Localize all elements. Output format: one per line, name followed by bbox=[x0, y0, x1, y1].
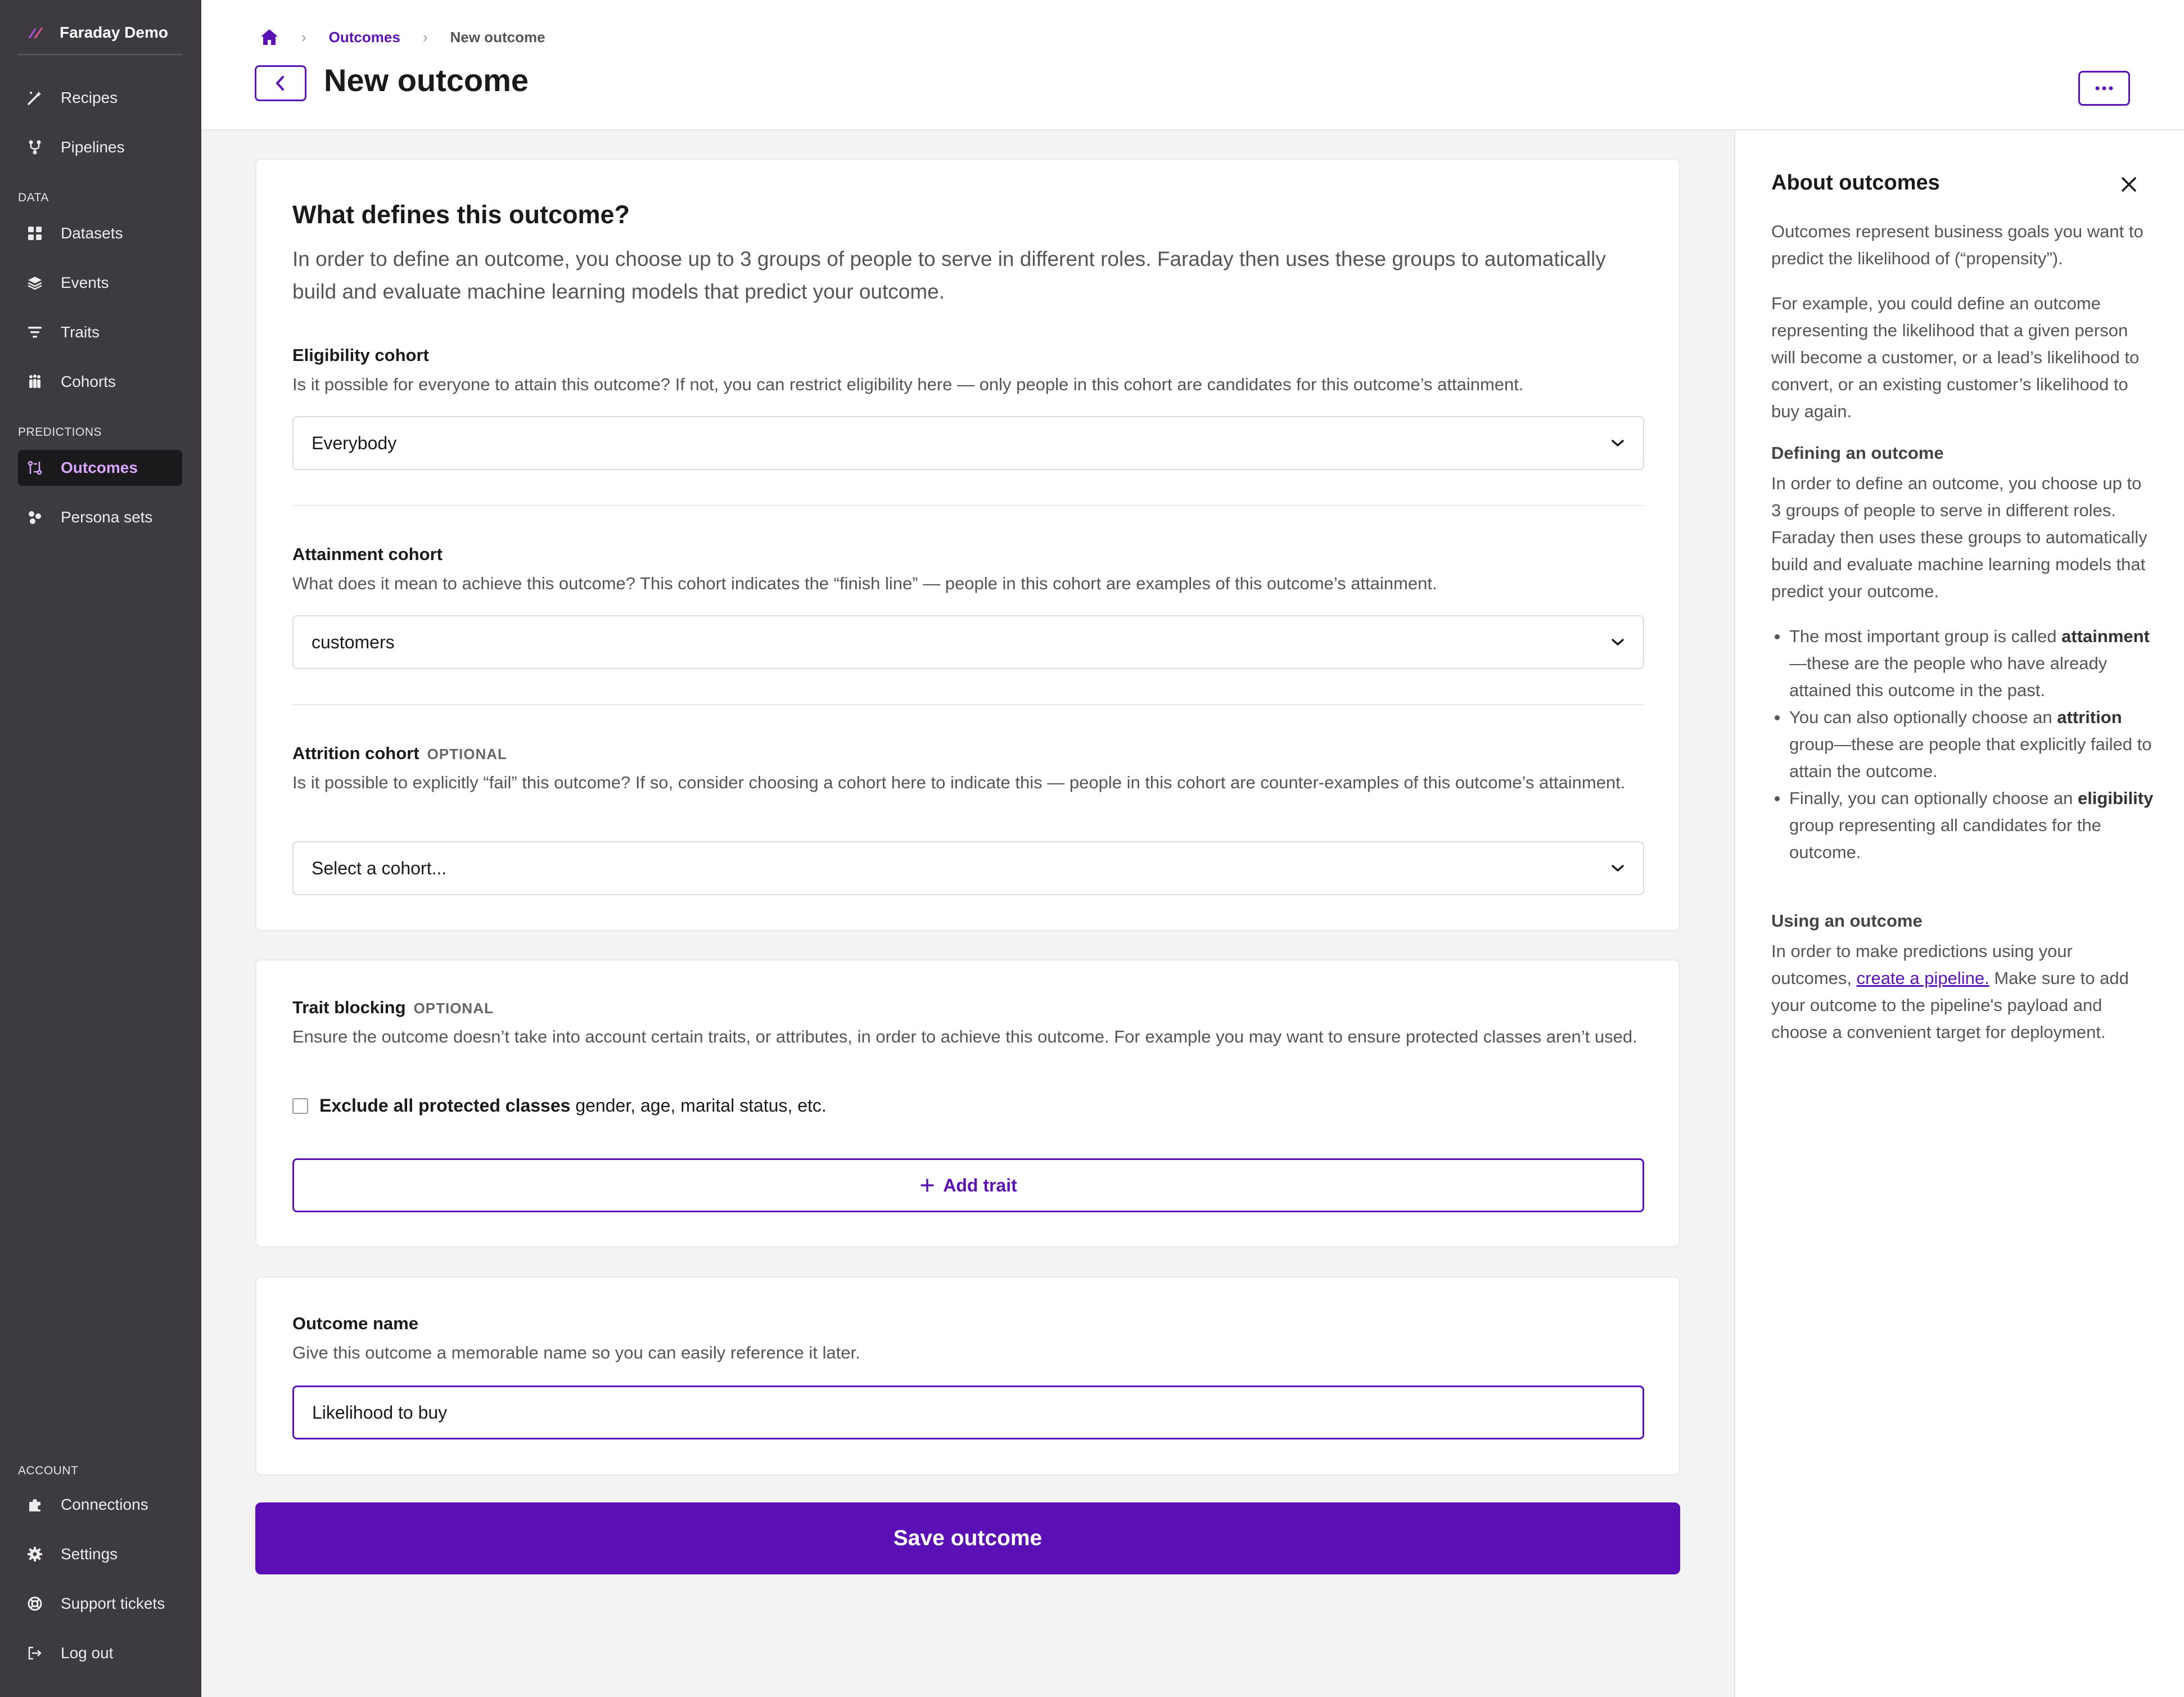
bullet-bold: eligibility bbox=[2077, 788, 2154, 808]
sidebar-item-label: Traits bbox=[61, 323, 100, 341]
grid-icon bbox=[26, 224, 44, 242]
sidebar-item-support-tickets[interactable] bbox=[18, 1586, 182, 1622]
divider bbox=[292, 704, 1644, 705]
more-options-button[interactable] bbox=[2078, 71, 2130, 106]
pipeline-icon bbox=[26, 138, 44, 156]
bullet-bold: attrition bbox=[2057, 707, 2122, 727]
panel-text: Make sure to add your outcome to the pipeline's payload and choose a convenient target for deployment. bbox=[1771, 968, 2129, 1042]
sidebar-item-connections[interactable] bbox=[18, 1487, 182, 1523]
panel-title: About outcomes bbox=[1771, 171, 1940, 195]
trait-blocking-label bbox=[292, 998, 494, 1018]
attainment-select[interactable] bbox=[292, 615, 1644, 669]
sidebar bbox=[0, 0, 201, 1697]
plus-icon bbox=[919, 1177, 935, 1193]
faraday-logo-icon bbox=[25, 21, 47, 44]
outcome-name-input[interactable]: Likelihood to buy bbox=[292, 1385, 1644, 1439]
layers-icon bbox=[26, 274, 44, 292]
close-icon[interactable] bbox=[2118, 173, 2140, 196]
outcomes-icon bbox=[26, 459, 44, 477]
chevron-left-icon bbox=[274, 75, 287, 92]
list-item bbox=[1771, 785, 2154, 866]
gear-icon bbox=[26, 1545, 44, 1563]
sidebar-item-recipes[interactable] bbox=[18, 80, 182, 116]
list-item bbox=[1771, 623, 2154, 704]
divider bbox=[292, 505, 1644, 506]
panel-heading-using: Using an outcome bbox=[1771, 911, 1923, 931]
panel-paragraph: Outcomes represent business goals you want to predict the likelihood of (“propensity”). bbox=[1771, 222, 2144, 268]
sidebar-item-label: Persona sets bbox=[61, 508, 153, 526]
bullet-text: group—these are people that explicitly failed to attain the outcome. bbox=[1789, 734, 2152, 781]
save-outcome-button[interactable]: Save outcome bbox=[255, 1502, 1680, 1574]
bullet-text: The most important group is called bbox=[1789, 626, 2062, 646]
sidebar-item-label: Recipes bbox=[61, 89, 118, 106]
bullet-text: You can also optionally choose an bbox=[1789, 707, 2057, 727]
breadcrumb-separator: › bbox=[301, 28, 306, 46]
app-name: Faraday Demo bbox=[60, 24, 168, 41]
sidebar-item-pipelines[interactable] bbox=[18, 129, 182, 165]
sidebar-item-traits[interactable] bbox=[18, 314, 182, 350]
sidebar-item-events[interactable] bbox=[18, 265, 182, 301]
chevron-down-icon bbox=[1610, 638, 1625, 647]
page-title: New outcome bbox=[324, 62, 529, 98]
breadcrumb-separator: › bbox=[422, 28, 428, 46]
optional-tag: OPTIONAL bbox=[427, 746, 507, 762]
persona-icon bbox=[26, 508, 44, 526]
about-outcomes-panel bbox=[1734, 130, 2184, 1697]
lifebuoy-icon bbox=[26, 1595, 44, 1613]
attainment-help: What does it mean to achieve this outcome? This cohort indicates the “finish line” — people in this cohort are examples of this outcome’s attainment. bbox=[292, 574, 1437, 593]
attainment-label: Attainment cohort bbox=[292, 544, 443, 564]
trait-blocking-card bbox=[255, 959, 1680, 1247]
sidebar-item-label: Outcomes bbox=[61, 459, 138, 476]
outcome-name-help: Give this outcome a memorable name so you can easily reference it later. bbox=[292, 1343, 860, 1362]
section-account: ACCOUNT bbox=[18, 1464, 79, 1477]
sidebar-item-datasets[interactable] bbox=[18, 215, 182, 251]
magic-wand-icon bbox=[26, 89, 44, 107]
sidebar-item-label: Events bbox=[61, 274, 109, 291]
trait-blocking-help: Ensure the outcome doesn’t take into account certain traits, or attributes, in order to achieve this outcome. For example you may want to ensure protected classes aren’t used. bbox=[292, 1027, 1637, 1046]
create-pipeline-link[interactable]: create a pipeline. bbox=[1856, 968, 1989, 988]
define-outcome-card bbox=[255, 159, 1680, 931]
panel-bullet-list bbox=[1771, 623, 2154, 866]
sidebar-item-cohorts[interactable] bbox=[18, 364, 182, 400]
panel-paragraph bbox=[1771, 938, 2154, 1046]
panel-paragraph: In order to define an outcome, you choose up to 3 groups of people to serve in different roles. Faraday then uses these groups to automatically build and evaluate machine learning models that predict your outcome. bbox=[1771, 473, 2147, 601]
outcome-name-label: Outcome name bbox=[292, 1314, 418, 1333]
exclude-protected-checkbox-row[interactable] bbox=[292, 1095, 827, 1116]
attrition-label-text: Attrition cohort bbox=[292, 743, 419, 763]
exclude-protected-checkbox[interactable] bbox=[292, 1098, 308, 1114]
sidebar-item-label: Datasets bbox=[61, 224, 123, 242]
people-icon bbox=[26, 373, 44, 391]
sidebar-item-settings[interactable] bbox=[18, 1536, 182, 1572]
sidebar-item-log-out[interactable] bbox=[18, 1635, 182, 1671]
section-predictions: PREDICTIONS bbox=[18, 426, 102, 439]
checkbox-label: Exclude all protected classes bbox=[319, 1095, 571, 1116]
brand[interactable] bbox=[18, 11, 182, 55]
sidebar-item-label: Settings bbox=[61, 1545, 118, 1563]
attrition-select[interactable] bbox=[292, 841, 1644, 895]
section-data: DATA bbox=[18, 191, 49, 204]
home-icon[interactable] bbox=[260, 28, 279, 46]
breadcrumb bbox=[260, 26, 545, 48]
checkbox-detail: gender, age, marital status, etc. bbox=[575, 1095, 827, 1116]
chevron-down-icon bbox=[1610, 439, 1625, 448]
filter-icon bbox=[26, 323, 44, 341]
add-trait-button[interactable] bbox=[292, 1158, 1644, 1212]
panel-heading-defining: Defining an outcome bbox=[1771, 443, 1944, 463]
bullet-text: group representing all candidates for the outcome. bbox=[1789, 815, 2101, 862]
sidebar-item-label: Log out bbox=[61, 1644, 114, 1662]
list-item bbox=[1771, 704, 2154, 785]
attrition-help: Is it possible to explicitly “fail” this outcome? If so, consider choosing a cohort here to indicate this — people in this cohort are counter-examples of this outcome’s attainment. bbox=[292, 773, 1626, 792]
eligibility-value: Everybody bbox=[312, 432, 397, 453]
outcome-name-card bbox=[255, 1276, 1680, 1475]
page-header bbox=[201, 0, 2184, 130]
eligibility-label: Eligibility cohort bbox=[292, 345, 429, 365]
add-trait-label: Add trait bbox=[943, 1175, 1017, 1195]
panel-text: In order to make predictions using your outcomes, bbox=[1771, 941, 2073, 988]
optional-tag: OPTIONAL bbox=[413, 1000, 494, 1017]
sidebar-item-label: Support tickets bbox=[61, 1595, 165, 1612]
attrition-label bbox=[292, 743, 507, 764]
puzzle-icon bbox=[26, 1496, 44, 1514]
attrition-value: Select a cohort... bbox=[312, 857, 447, 878]
sidebar-item-label: Pipelines bbox=[61, 138, 125, 156]
back-button[interactable] bbox=[255, 65, 306, 101]
bullet-text: —these are the people who have already attained this outcome in the past. bbox=[1789, 653, 2108, 700]
panel-paragraph: For example, you could define an outcome representing the likelihood that a given person will become a customer, or a lead’s likelihood to convert, or an existing customer’s likelihood to buy again. bbox=[1771, 294, 2140, 421]
breadcrumb-current: New outcome bbox=[450, 28, 545, 46]
breadcrumb-outcomes[interactable]: Outcomes bbox=[328, 28, 400, 46]
chevron-down-icon bbox=[1610, 864, 1625, 873]
define-description: In order to define an outcome, you choose up to 3 groups of people to serve in different roles. Faraday then uses these groups to automatically build and evaluate machine learning models that predict your outcome. bbox=[292, 247, 1606, 303]
eligibility-select[interactable] bbox=[292, 416, 1644, 470]
bullet-bold: attainment bbox=[2061, 626, 2150, 646]
sidebar-item-persona-sets[interactable] bbox=[18, 499, 182, 535]
trait-blocking-label-text: Trait blocking bbox=[292, 998, 406, 1017]
sidebar-item-label: Connections bbox=[61, 1496, 148, 1513]
eligibility-help: Is it possible for everyone to attain this outcome? If not, you can restrict eligibility here — only people in this cohort are candidates for this outcome’s attainment. bbox=[292, 374, 1524, 394]
sidebar-item-outcomes[interactable] bbox=[18, 450, 182, 486]
sidebar-item-label: Cohorts bbox=[61, 373, 116, 390]
ellipsis-icon bbox=[2094, 85, 2114, 91]
define-title: What defines this outcome? bbox=[292, 200, 630, 229]
bullet-text: Finally, you can optionally choose an bbox=[1789, 788, 2078, 808]
attainment-value: customers bbox=[312, 631, 395, 652]
logout-icon bbox=[26, 1644, 44, 1662]
